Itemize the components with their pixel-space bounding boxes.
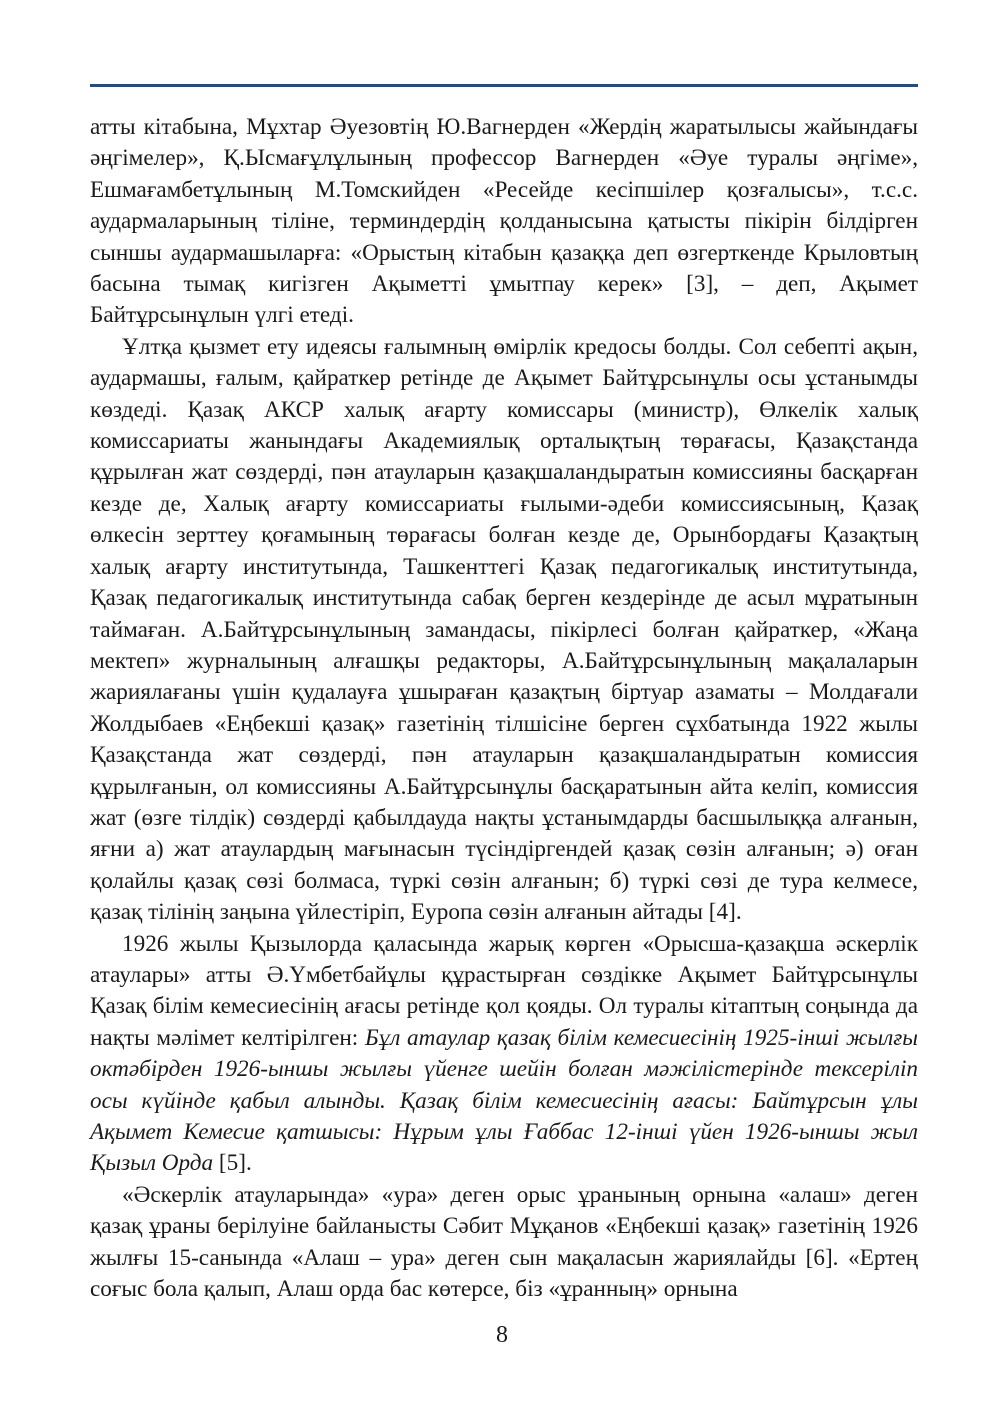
body-text	[90, 112, 918, 1305]
paragraph-2: Ұлтқа қызмет ету идеясы ғалымның өмірлік кредосы болды. Сол себепті ақын, аудармашы, ғалым, қайраткер ретінде де Ақымет Байтұрсынұлы осы ұстанымды көздеді. Қазақ АКСР халық ағарту комиссары (министр), Өлкелік халық комиссариаты жанындағы Академиялық орталықтың төрағасы, Қазақстанда құрылған жат сөздерді, пән атауларын қазақшаландыратын комиссияны басқарған кезде де, Халық ағарту комиссариаты ғылыми-әдеби комиссиясының, Қазақ өлкесін зерттеу қоғамының төрағасы болған кезде де, Орынбордағы Қазақтың халық ағарту институтында, Ташкенттегі Қазақ педагогикалық институтында, Қазақ педагогикалық институтында сабақ берген кездерінде де асыл мұратынын таймаған. А.Байтұрсынұлының замандасы, пікірлесі болған қайраткер, «Жаңа мектеп» журналының алғашқы редакторы, А.Байтұрсынұлының мақалаларын жариялағаны үшін қудалауға ұшыраған қазақтың біртуар азаматы – Молдағали Жолдыбаев «Еңбекші қазақ» газетінің тілшісіне берген сұхбатында 1922 жылы Қазақстанда жат сөздерді, пән атауларын қазақшаландыратын комиссия құрылғанын, ол комиссияны А.Байтұрсынұлы басқаратынын айта келіп, комиссия жат (өзге тілдік) сөздерді қабылдауда нақты ұстанымдарды басшылыққа алғанын, яғни а) жат атаулардың мағынасын түсіндіргендей қазақ сөзін алғанын; ә) оған қолайлы қазақ сөзі болмаса, түркі сөзін алғанын; б) түркі сөзі де тура келмесе, қазақ тілінің заңына үйлестіріп, Еуропа сөзін алғанын айтады [4].	[90, 333, 918, 926]
paragraph-3-citation: [5].	[213, 1150, 252, 1177]
paragraph-1: атты кітабына, Мұхтар Әуезовтің Ю.Вагнерден «Жердің жаратылысы жайындағы әңгімелер», Қ.Ысмағұлұлының профессор Вагнерден «Әуе туралы әңгіме», Ешмағамбетұлының М.Томскийден «Ресейде кесіпшілер қозғалысы», т.с.с. аудармаларының тіліне, терминдердің қолданысына қатысты пікірін білдірген сыншы аудармашыларға: «Орыстың кітабын қазаққа деп өзгерткенде Крыловтың басына тымақ кигізген Ақыметті ұмытпау керек» [3], – деп, Ақымет Байтұрсынұлын үлгі етеді.	[90, 114, 918, 329]
paragraph-3-quote: Бұл атаулар қазақ білім кемесиесінің 1925-інші жылғы октәбірден 1926-ыншы жылғы үйенге шейін болған мәжілістерінде тексеріліп осы күйінде қабыл алынды. Қазақ білім кемесиесінің ағасы: Байтұрсын ұлы Ақымет Кемесие қатшысы: Нұрым ұлы Ғаббас 12-інші үйен 1926-ыншы жыл Қызыл Орда	[90, 1024, 918, 1177]
page-number: 8	[496, 1322, 508, 1348]
paragraph-4: «Әскерлік атауларында» «ура» деген орыс ұранының орнына «алаш» деген қазақ ұраны берілуіне байланысты Сәбит Мұқанов «Еңбекші қазақ» газетінің 1926 жылғы 15-санында «Алаш – ура» деген сын мақаласын жариялайды [6]. «Ертең соғыс бола қалып, Алаш орда бас көтерсе, біз «ұранның» орнына	[90, 1181, 918, 1303]
paragraph-3	[90, 929, 918, 1180]
paragraph-3-intro: 1926 жылы Қызылорда қаласында жарық көрген «Орысша-қазақша әскерлік атаулары» атты Ә.Үмбетбайұлы құрастырған сөздікке Ақымет Байтұрсынұлы Қазақ білім кемесиесінің ағасы ретінде қол қояды. Ол туралы кітаптың соңында да нақты мәлімет келтірілген:	[90, 930, 918, 1051]
header-rule	[90, 84, 918, 87]
